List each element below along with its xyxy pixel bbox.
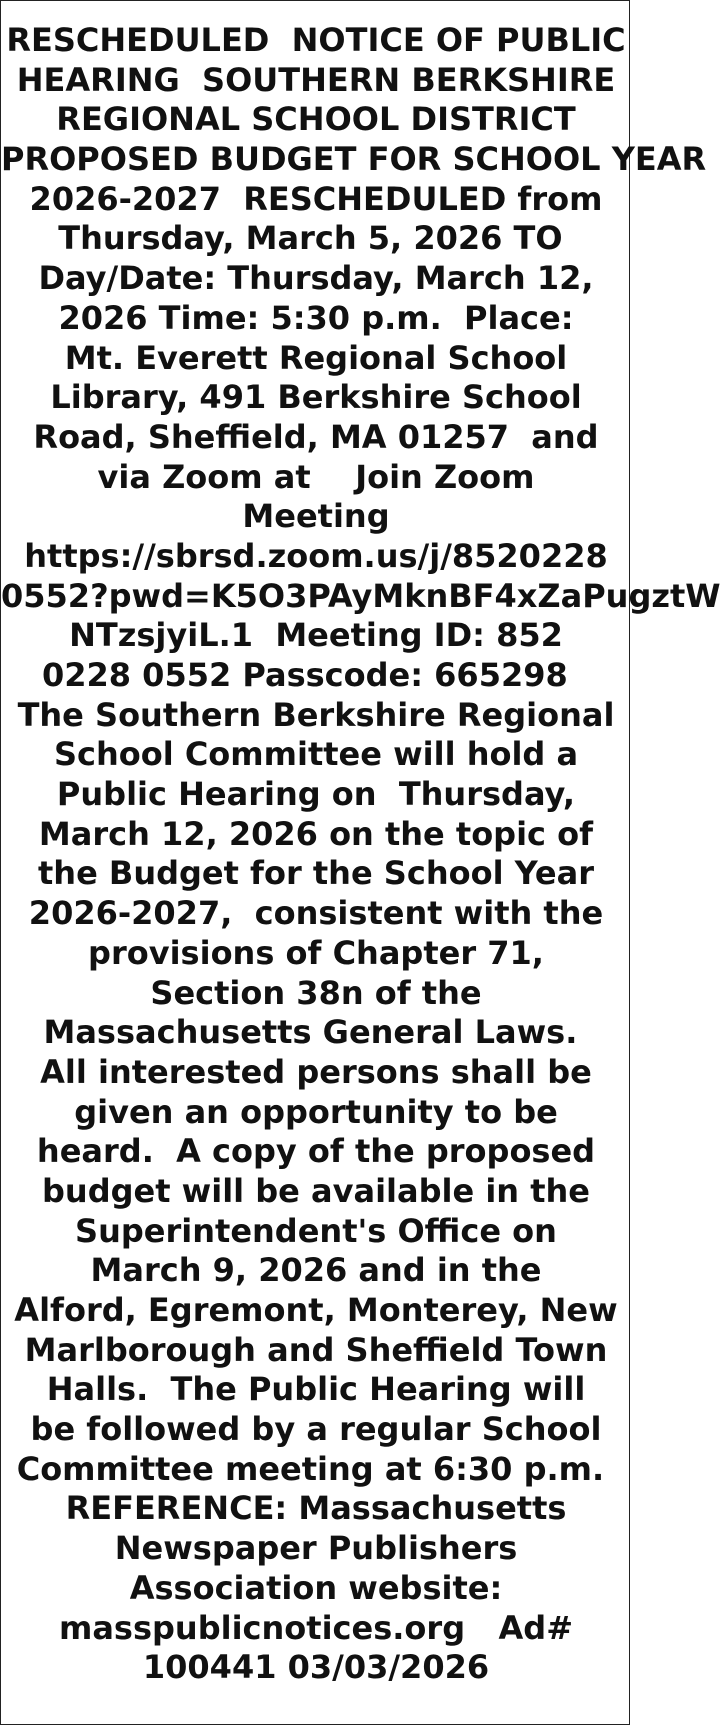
notice-line: All interested persons shall be [40, 1052, 592, 1091]
notice-line: RESCHEDULED NOTICE OF PUBLIC [6, 21, 626, 59]
notice-line: 2026 Time: 5:30 p.m. Place: [58, 298, 574, 337]
notice-line: Road, Sheffield, MA 01257 and [33, 417, 599, 456]
notice-line: REFERENCE: Massachusetts [65, 1489, 567, 1528]
notice-line: March 9, 2026 and in the [90, 1251, 542, 1290]
zoom-link-line[interactable]: https://sbrsd.zoom.us/j/8520228 [24, 536, 608, 575]
notice-line: HEARING SOUTHERN BERKSHIRE [16, 60, 616, 99]
notice-line: The Southern Berkshire Regional [17, 695, 615, 734]
notice-line: Library, 491 Berkshire School [50, 378, 582, 417]
notice-line: provisions of Chapter 71, [88, 933, 544, 972]
notice-line: Section 38n of the [150, 973, 482, 1012]
notice-line: Newspaper Publishers [114, 1529, 518, 1568]
notice-line: Marlborough and Sheffield Town [24, 1330, 608, 1369]
notice-line: 2026-2027, consistent with the [28, 894, 604, 933]
public-notice-text [1, 21, 721, 1688]
zoom-link-line[interactable]: 0552?pwd=K5O3PAyMknBF4xZaPugztW [1, 576, 721, 615]
notice-line: Day/Date: Thursday, March 12, [38, 259, 594, 298]
notice-line: budget will be available in the [42, 1171, 590, 1210]
notice-line: the Budget for the School Year [38, 854, 594, 893]
notice-line: 2026-2027 RESCHEDULED from [29, 179, 603, 218]
notice-line: Massachusetts General Laws. [43, 1013, 589, 1052]
notice-line: 100441 03/03/2026 [142, 1648, 490, 1687]
notice-line: Mt. Everett Regional School [64, 338, 568, 377]
notice-line: Alford, Egremont, Monterey, New [14, 1291, 618, 1329]
notice-line: Public Hearing on Thursday, [56, 775, 576, 814]
notice-line: Association website: [129, 1568, 503, 1607]
website-link-line[interactable]: masspublicnotices.org Ad# [58, 1608, 573, 1647]
notice-line: NTzsjyiL.1 Meeting ID: 852 [69, 616, 563, 655]
notice-line: 0228 0552 Passcode: 665298 [41, 656, 591, 694]
notice-line: Meeting [242, 497, 390, 536]
notice-line: heard. A copy of the proposed [36, 1132, 596, 1171]
notice-line: via Zoom at Join Zoom [97, 457, 535, 496]
notice-line: School Committee will hold a [53, 735, 579, 774]
notice-line: PROPOSED BUDGET FOR SCHOOL YEAR [1, 140, 707, 179]
notice-line: REGIONAL SCHOOL DISTRICT [56, 100, 576, 139]
notice-line: Thursday, March 5, 2026 TO [58, 219, 574, 258]
notice-line: given an opportunity to be [74, 1092, 558, 1131]
notice-line: be followed by a regular School [30, 1410, 602, 1449]
notice-line: Halls. The Public Hearing will [46, 1370, 586, 1409]
notice-line: March 12, 2026 on the topic of [38, 814, 594, 853]
notice-line: Superintendent's Office on [75, 1211, 557, 1250]
notice-line: Committee meeting at 6:30 p.m. [16, 1449, 616, 1488]
